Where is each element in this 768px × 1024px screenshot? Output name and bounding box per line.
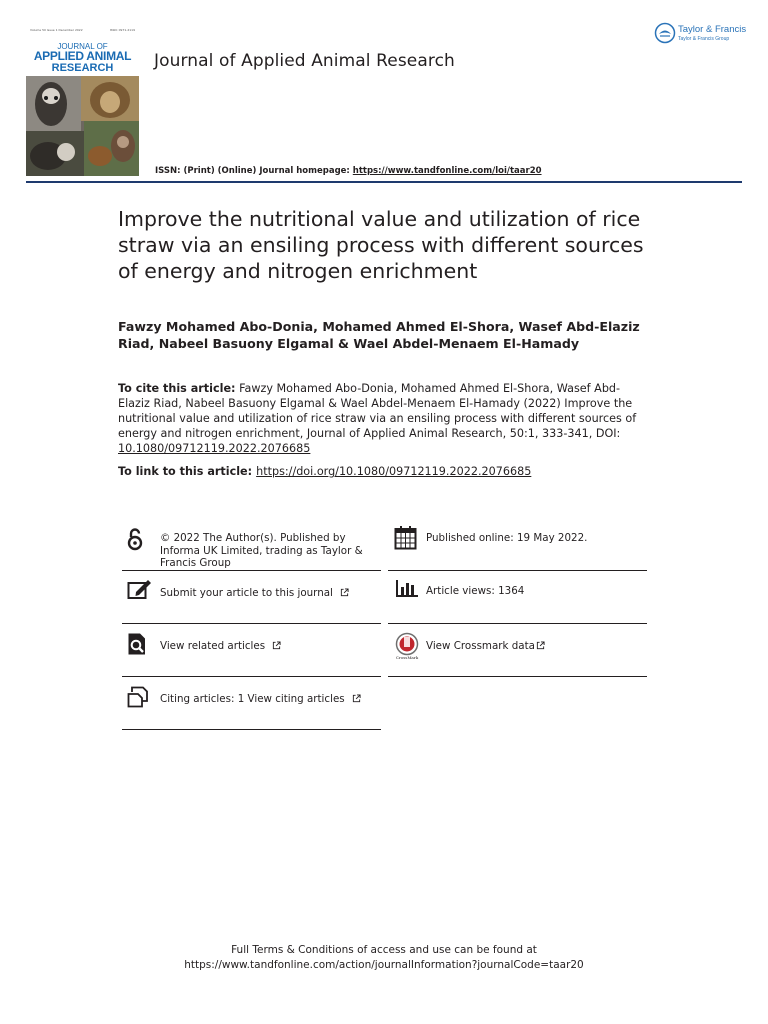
- submit-article-row[interactable]: [160, 587, 349, 600]
- cover-volume-issue: Volume 50 Issue 1 December 2022: [30, 28, 83, 32]
- license-text: © 2022 The Author(s). Published by Informa UK Limited, trading as Taylor & Francis Group: [160, 532, 363, 569]
- header-divider: [26, 181, 742, 183]
- related-articles-link[interactable]: View related articles: [160, 640, 266, 652]
- cite-label: To cite this article:: [118, 382, 236, 395]
- divider: [388, 676, 647, 677]
- citing-articles-link[interactable]: Citing articles: 1 View citing articles: [160, 693, 345, 705]
- article-title: Improve the nutritional value and utilization of rice straw via an ensiling process with different sources of energy and nitrogen enrichment: [118, 207, 644, 283]
- divider: [122, 570, 381, 571]
- external-link-icon: [536, 641, 545, 650]
- crossmark-link[interactable]: View Crossmark data: [426, 640, 535, 652]
- external-link-icon: [352, 694, 361, 703]
- crossmark-caption: CrossMark: [395, 655, 419, 660]
- cover-title-line3: RESEARCH: [51, 62, 114, 74]
- external-link-icon: [340, 588, 349, 597]
- related-articles-icon: [127, 632, 149, 656]
- article-views: Article views: 1364: [426, 585, 525, 597]
- publisher-logo[interactable]: [654, 22, 749, 48]
- submit-article-link[interactable]: Submit your article to this journal: [160, 587, 333, 599]
- cover-issn: ISSN: 0971-2119: [109, 28, 135, 32]
- footer-terms-text: Full Terms & Conditions of access and use can be found at: [231, 944, 537, 956]
- citation-block: [118, 381, 643, 456]
- divider: [122, 623, 381, 624]
- journal-cover: [26, 26, 139, 176]
- divider: [388, 570, 647, 571]
- divider: [388, 623, 647, 624]
- issn-label: ISSN: (Print) (Online) Journal homepage:: [155, 166, 353, 176]
- divider: [122, 729, 381, 730]
- published-date: Published online: 19 May 2022.: [426, 532, 588, 544]
- cover-title-line2: APPLIED ANIMAL: [33, 49, 132, 63]
- submit-article-icon: [127, 578, 152, 600]
- external-link-icon: [272, 641, 281, 650]
- cite-text: Fawzy Mohamed Abo-Donia, Mohamed Ahmed El-Shora, Wasef Abd-Elaziz Riad, Nabeel Basuony Elgamal & Wael Abdel-Menaem El-Hamady (2022) Improve the nutritional value and utilization of rice straw via an ensiling process with different sources of energy and nitrogen enrichment, Journal of Applied Animal Research, 50:1, 333-341, DOI:: [118, 382, 637, 440]
- article-authors: Fawzy Mohamed Abo-Donia, Mohamed Ahmed El-Shora, Wasef Abd-Elaziz Riad, Nabeel Basuony Elgamal & Wael Abdel-Menaem El-Hamady: [118, 319, 640, 351]
- citing-articles-row[interactable]: [160, 693, 361, 706]
- journal-title[interactable]: Journal of Applied Animal Research: [154, 51, 455, 71]
- publisher-name: Taylor & Francis: [678, 24, 747, 35]
- related-articles-row[interactable]: [160, 640, 281, 653]
- article-views-icon: [395, 579, 419, 598]
- calendar-icon: [394, 525, 417, 550]
- cite-doi-link[interactable]: 10.1080/09712119.2022.2076685: [118, 442, 311, 455]
- divider: [122, 676, 381, 677]
- article-doi-link[interactable]: https://doi.org/10.1080/09712119.2022.2076685: [256, 465, 532, 478]
- link-label: To link to this article:: [118, 465, 253, 478]
- issn-line: [155, 166, 542, 176]
- footer-terms-url[interactable]: https://www.tandfonline.com/action/journalInformation?journalCode=taar20: [184, 958, 584, 971]
- crossmark-row[interactable]: [426, 640, 545, 653]
- cover-animal-photo: [26, 76, 139, 176]
- journal-homepage-link[interactable]: https://www.tandfonline.com/loi/taar20: [352, 166, 542, 176]
- footer: [0, 943, 768, 972]
- publisher-sub: Taylor & Francis Group: [678, 36, 730, 42]
- taylor-francis-logo-icon: [654, 22, 676, 44]
- article-link-block: [118, 464, 643, 479]
- citing-articles-icon: [127, 686, 152, 708]
- cover-title-line1: JOURNAL OF: [57, 42, 108, 51]
- open-access-icon: [126, 527, 144, 551]
